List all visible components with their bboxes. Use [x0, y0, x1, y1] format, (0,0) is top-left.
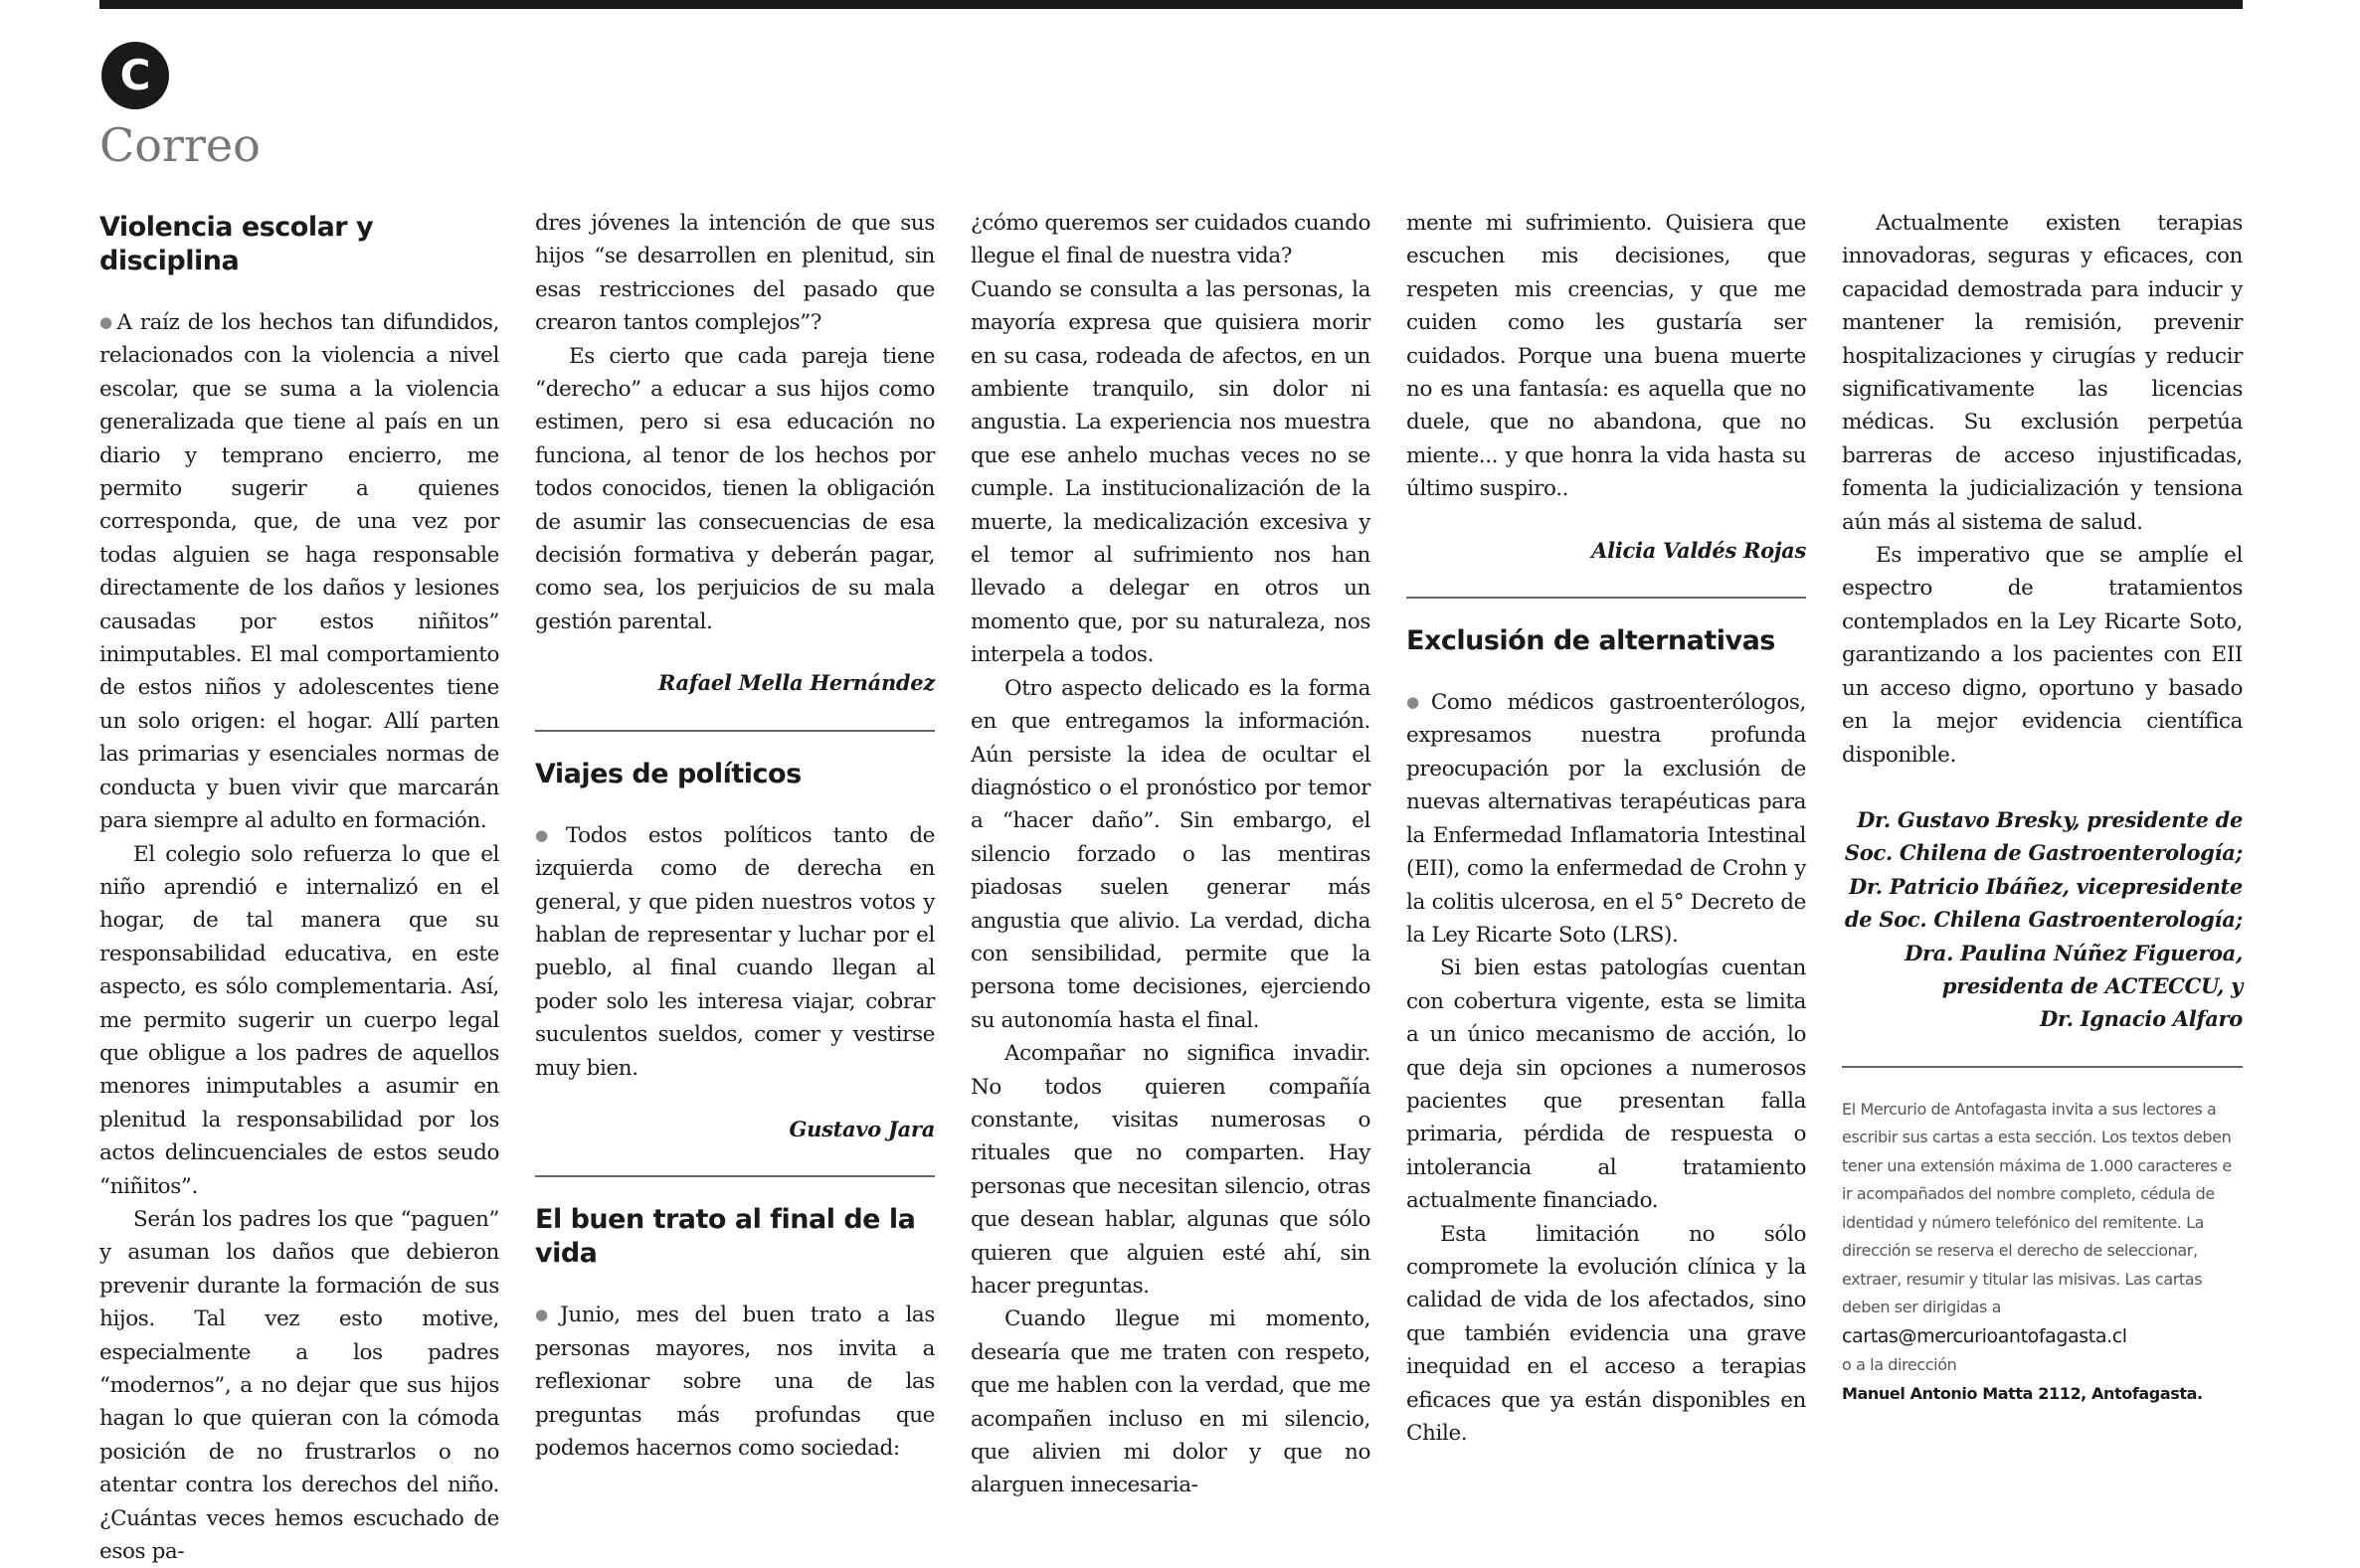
- letter-paragraph: Es imperativo que se amplíe el espectro de tratamientos contemplados en la Ley Ricarte Soto, garantizando a los pacientes con EII un acceso digno, oportuno y basado en la mejor evidencia científica disponible.: [1842, 543, 2243, 768]
- letter-headline: El buen trato al final de la vida: [535, 1204, 916, 1270]
- letter-paragraph: Si bien estas patologías cuentan con cobertura vigente, esta se limita a un único mecanismo de acción, lo que deja sin opciones a numerosos pacientes que presentan falla primaria, pérdida de respuesta o intolerancia al tratamiento actualmente financiado.: [1406, 956, 1806, 1214]
- signature-line: Dr. Gustavo Bresky, presidente de: [1857, 806, 2243, 832]
- column-3: [971, 207, 1370, 1502]
- submission-text: El Mercurio de Antofagasta invita a sus lectores a escribir sus cartas a esta sección. Los textos deben tener una extensión máxima de 1.000 caracteres e ir acompañados del nombre completo, cédula de identidad y número telefónico del remitente. La dirección se reserva el derecho de seleccionar, extraer, resumir y titular las misivas. Las cartas deben ser dirigidas a: [1842, 1099, 2232, 1317]
- letter-paragraph: Es cierto que cada pareja tiene “derecho” a educar a sus hijos como estimen, pero si esa educación no funciona, al tenor de los hechos por todos conocidos, tienen la obligación de asumir las consecuencias de esa decisión formativa y deberán pagar, como sea, los perjuicios de su mala gestión parental.: [535, 343, 935, 634]
- letter-paragraph: Otro aspecto delicado es la forma en que entregamos la información. Aún persiste la idea de ocultar el diagnóstico o el pronóstico por temor a “hacer daño”. Sin embargo, el silencio forzado o las mentiras piadosas suelen generar más angustia que alivio. La verdad, dicha con sensibilidad, permite que la persona tome decisiones, ejerciendo su autonomía hasta el final.: [971, 675, 1370, 1033]
- letter-paragraph: Actualmente existen terapias innovadoras, seguras y eficaces, con capacidad demostrada para inducir y mantener la remisión, prevenir hospitalizaciones y cirugías y reducir significativamente las licencias médicas. Su exclusión perpetúa barreras de acceso injustificadas, fomenta la judicialización y tensiona aún más al sistema de salud.: [1842, 211, 2243, 535]
- column-5: [1842, 207, 2243, 1408]
- submission-info: [1842, 1096, 2243, 1409]
- section-title: Correo: [99, 118, 261, 172]
- divider: [1406, 597, 1806, 599]
- signature-line: presidenta de ACTECCU, y: [1941, 972, 2243, 998]
- postal-address: Manuel Antonio Matta 2112, Antofagasta.: [1842, 1383, 2203, 1403]
- column-2: [535, 207, 935, 1465]
- letter-signature-block: [1842, 803, 2243, 1036]
- signature-line: Dr. Patricio Ibáñez, vicepresidente: [1848, 873, 2243, 899]
- column-4: [1406, 207, 1806, 1450]
- letter-paragraph: dres jóvenes la intención de que sus hijos “se desarrollen en plenitud, sin esas restricciones del pasado que crearon tantos complejos”?: [535, 211, 935, 336]
- signature-line: Dr. Ignacio Alfaro: [2039, 1006, 2243, 1032]
- letter-headline: Viajes de políticos: [535, 758, 802, 789]
- letter-signature: Rafael Mella Hernández: [657, 670, 935, 696]
- signature-line: Soc. Chilena de Gastroenterología;: [1844, 840, 2243, 866]
- letter-paragraph: ¿cómo queremos ser cuidados cuando llegue el final de nuestra vida?: [971, 211, 1370, 269]
- letter-paragraph: Cuando se consulta a las personas, la mayoría expresa que quisiera morir en su casa, rodeada de afectos, en un ambiente tranquilo, sin dolor ni angustia. La experiencia nos muestra que ese anhelo muchas veces no se cumple. La institucionalización de la muerte, la medicalización excesiva y el temor al sufrimiento nos han llevado a delegar en otros un momento que, por su naturaleza, nos interpela a todos.: [971, 276, 1370, 668]
- letter-headline: Violencia escolar y disciplina: [99, 212, 374, 276]
- letter-signature: Alicia Valdés Rojas: [1591, 537, 1806, 563]
- letter-paragraph: El colegio solo refuerza lo que el niño aprendió e internalizó en el hogar, de tal manera que su responsabilidad educativa, en este aspecto, es sólo complementaria. Así, me permito sugerir un cuerpo legal que obligue a los padres de aquellos menores inimputables a asumir en plenitud la responsabilidad por los actos delincuenciales de estos seudo “niñitos”.: [99, 841, 499, 1199]
- contact-email[interactable]: cartas@mercurioantofagasta.cl: [1842, 1324, 2127, 1347]
- letter-paragraph: mente mi sufrimiento. Quisiera que escuchen mis decisiones, que respeten mis creencias, y que me cuiden como les gustaría ser cuidados. Porque una buena muerte no es una fantasía: es aquella que no duele, que no abandona, que no miente... y que honra la vida hasta su último suspiro..: [1406, 211, 1806, 502]
- letter-paragraph: Cuando llegue mi momento, desearía que me traten con respeto, que me hablen con la verdad, que me acompañen incluso en mi silencio, que alivien mi dolor y que no alarguen innecesaria-: [971, 1307, 1370, 1498]
- section-logo: C: [101, 42, 169, 109]
- letter-paragraph: Esta limitación no sólo compromete la evolución clínica y la calidad de vida de los afectados, sino que también evidencia una grave inequidad en el acceso a terapias eficaces que ya están disponibles en Chile.: [1406, 1221, 1806, 1446]
- signature-line: Dra. Paulina Núñez Figueroa,: [1905, 940, 2243, 965]
- letter-paragraph: Serán los padres los que “paguen” y asuman los daños que debieron prevenir durante la formación de sus hijos. Tal vez esto motive, especialmente a los padres “modernos”, a no dejar que sus hijos hagan lo que quieran con la cómoda posición de no frustrarlos o no atentar contra los derechos del niño. ¿Cuántas veces hemos escuchado de esos pa-: [99, 1206, 499, 1565]
- letter-paragraph: Acompañar no significa invadir. No todos quieren compañía constante, visitas numerosas o rituales que no comparten. Hay personas que necesitan silencio, otras que desean hablar, algunas que sólo quieren que alguien esté ahí, sin hacer preguntas.: [971, 1041, 1370, 1299]
- divider: [535, 1175, 935, 1177]
- signature-line: de Soc. Chilena Gastroenterología;: [1844, 907, 2243, 933]
- letter-paragraph: ● A raíz de los hechos tan difundidos, relacionados con la violencia a nivel escolar, que se suma a la violencia generalizada que tiene al país en un diario y temprano encierro, me permito sugerir a quienes corresponda, que, de una vez por todas alguien se haga responsable directamente de los daños y lesiones causadas por estos niñitos” inimputables. El mal comportamiento de estos niños y adolescentes tiene un solo origen: el hogar. Allí parten las primarias y esenciales normas de conducta y buen vivir que marcarán para siempre al adulto en formación.: [99, 306, 499, 838]
- column-1: [99, 207, 499, 1568]
- address-intro: o a la dirección: [1842, 1355, 1957, 1375]
- divider: [1842, 1066, 2243, 1068]
- top-rule: [99, 0, 2243, 9]
- letter-paragraph: ● Como médicos gastroenterólogos, expresamos nuestra profunda preocupación por la exclusión de nuevas alternativas terapéuticas para la Enfermedad Inflamatoria Intestinal (EII), como la enfermedad de Crohn y la colitis ulcerosa, en el 5° Decreto de la Ley Ricarte Soto (LRS).: [1406, 686, 1806, 952]
- letter-paragraph: ● Junio, mes del buen trato a las personas mayores, nos invita a reflexionar sobre una de las preguntas más profundas que podemos hacernos como sociedad:: [535, 1299, 935, 1465]
- letter-paragraph: ● Todos estos políticos tanto de izquierda como de derecha en general, y que piden nuestros votos y hablan de representar y luchar por el pueblo, al final cuando llegan al poder solo les interesa viajar, cobrar suculentos sueldos, comer y vestirse muy bien.: [535, 819, 935, 1085]
- letter-headline: Exclusión de alternativas: [1406, 625, 1775, 657]
- divider: [535, 730, 935, 732]
- letter-signature: Gustavo Jara: [789, 1116, 935, 1141]
